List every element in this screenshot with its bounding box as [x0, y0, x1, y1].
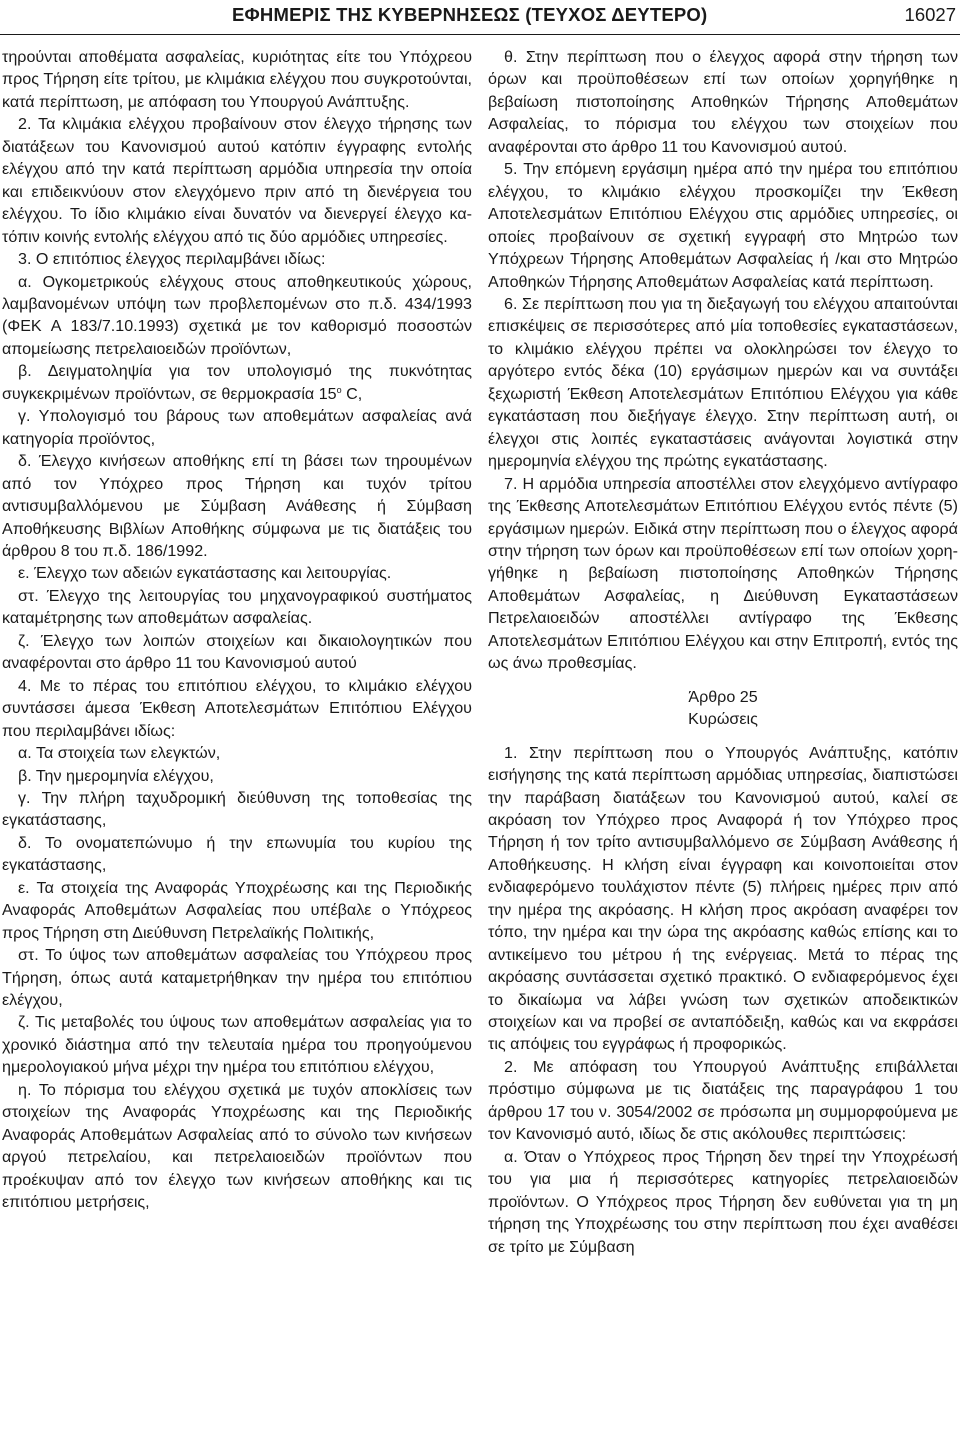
paragraph: τηρούνται αποθέματα ασφαλείας, κυριότητας είτε του Υπόχρεου προς Τήρηση είτε τρίτου, με κλιμάκια ελέγχου που συγκροτούνται, κατά περίπτωση, με απόφαση του Υπουργού Ανάπτυξης. [2, 48, 472, 111]
list-item-tail: C, [341, 384, 363, 403]
list-item: θ. Στην περίπτωση που ο έλεγχος αφορά στην τήρηση των όρων και προϋποθέσεων επί των οποίων χορηγήθηκε η βεβαίωση πιστοποίησης Αποθηκών Τήρησης Αποθεμάτων Ασφαλείας, το πόρισμα του ελέγχου των στοιχείων που αναφέρονται στο άρθρο 11 του Κανονισμού αυτού. [488, 48, 958, 156]
list-item: η. Το πόρισμα του ελέγχου σχετικά με τυχόν αποκλίσεις των στοιχείων της Αναφοράς Υποχρέωσης και της Περιοδικής Αναφοράς Αποθεμάτων Ασφαλείας από το σύνολο των κινήσεων αργού πετρελαίου, και πετρελαιοειδών προϊόντων που προέκυψαν από τον έλεγχο των κινήσεων αποθήκης και τις επιτόπιου μετρήσεις, [2, 1080, 472, 1212]
gazette-title: ΕΦΗΜΕΡΙΣ ΤΗΣ ΚΥΒΕΡΝΗΣΕΩΣ (ΤΕΥΧΟΣ ΔΕΥΤΕΡΟ) [232, 4, 708, 25]
article-paragraph-2: 2. Με απόφαση του Υπουργού Ανάπτυξης επιβάλλεται πρόστιμο σύμφωνα με τις διατάξεις της παραγράφου 1 του άρθρου 17 του ν. 3054/2002 σε πρόσωπα μη συμμορφούμενα με τον Κανονισμό αυτό, ιδίως δε στις ακόλουθες περιπτώσεις: [488, 1057, 958, 1144]
list-item: α. Όταν ο Υπόχρεος προς Τήρηση δεν τηρεί την Υποχρέωσή του για μια ή περισσότερες κατηγορίες πετρελαιοειδών προϊόντων. Ο Υπόχρεος προς Τήρηση δεν ευθύνεται για τη μη τήρηση της Υποχρέωσης του στην περίπτωση που έχει αναθέσει σε τρίτο με Σύμβαση [488, 1147, 958, 1256]
list-item: στ. Το ύψος των αποθεμάτων ασφαλείας του Υπόχρεου προς Τήρηση, όπως αυτά καταμετρήθηκαν την ημέρα του επιτόπιου ελέγχου, [2, 946, 472, 1010]
list-item: ε. Έλεγχο των αδειών εγκατάστασης και λειτουργίας. [18, 564, 392, 583]
page-header [0, 0, 960, 36]
list-item: β. Την ημερομηνία ελέγχου, [18, 766, 214, 785]
paragraph-3: 3. Ο επιτόπιος έλεγχος περιλαμβάνει ιδίως: [18, 250, 326, 269]
list-item: ε. Τα στοιχεία της Αναφοράς Υποχρέωσης και της Περιοδικής Αναφοράς Αποθεμάτων Ασφαλείας που υπέβαλε ο Υπόχρεος προς Τήρηση στη Διεύθυνση Πετρελαϊκής Πολιτικής, [2, 878, 472, 942]
list-item: α. Ογκομετρικούς ελέγχους στους αποθηκευτικούς χώρους, λαμβανομένων υπόψη των προβλεπομένων στο π.δ. 434/1993 (ΦΕΚ Α 183/7.10.1993) σχετικά με τον καθορισμό ποσοστών απομείωσης πετρελαιοειδών προϊόντων, [2, 272, 472, 358]
degree-superscript: ο [336, 384, 342, 395]
right-column [488, 46, 958, 1258]
paragraph-4: 4. Με το πέρας του επιτόπιου ελέγχου, το κλιμάκιο ελέγχου συντάσσει άμεσα Έκθεση Αποτελεσμάτων Επιτόπιου Ελέγχου που περιλαμβάνει ιδίως: [2, 676, 472, 740]
list-item: ζ. Τις μεταβολές του ύψους των αποθεμάτων ασφαλείας για το χρονικό διάστημα από την τελευταία ημέρα του προηγούμενου ημερολογιακού μήνα μέχρι την ημέρα του επιτόπιου ελέγχου, [2, 1013, 472, 1077]
list-item [2, 360, 472, 405]
list-item: α. Τα στοιχεία των ελεγκτών, [18, 744, 221, 763]
page-number: 16027 [904, 4, 956, 25]
paragraph-5: 5. Την επόμενη εργάσιμη ημέρα από την ημέρα του επιτόπιου ελέγχου, το κλιμάκιο ελέγχου προσκομίζει την Έκθεση Αποτελεσμάτων Επιτόπιου Ελέγχου στις αρμόδιες υπηρεσίες, οι οποίες προβαίνουν σε σχετική εγγραφή στο Μητρώο των Υπόχρεων Τήρησης Αποθεμάτων Ασφαλείας ή /και στο Μητρώο Αποθηκών Τήρησης Αποθεμάτων Ασφαλείας κατά περίπτωση. [488, 160, 958, 291]
article-subheading: Κυρώσεις [688, 710, 758, 729]
paragraph-7: 7. Η αρμόδια υπηρεσία αποστέλλει στον ελεγχόμενο αντίγραφο της Έκθεσης Αποτελεσμάτων Επιτόπιου Ελέγχου εντός πέντε (5) εργάσιμων ημερών. Ειδικά στην περίπτωση που ο έλεγχος αφορά στην τήρηση των όρων και προϋποθέσεων επί των οποίων χορηγήθηκε η βεβαίωση πιστοποίησης Αποθηκών Τήρησης Αποθεμάτων Ασφαλείας, η Διεύθυνση Εγκαταστάσεων Πετρελαιοειδών αποστέλλει αντίγραφο της Έκθεσης Αποτελεσμάτων Επιτόπιου Ελέγχου και στην Επιτροπή, εντός της ως άνω προθεσμίας. [488, 474, 958, 673]
list-item: στ. Έλεγχο της λειτουργίας του μηχανογραφικού συστήματος καταμέτρησης των αποθεμάτων ασφαλείας. [2, 586, 472, 628]
list-item: ζ. Έλεγχο των λοιπών στοιχείων και δικαιολογητικών που αναφέρονται στο άρθρο 11 του Κανονισμού αυτού [2, 631, 472, 673]
list-item: δ. Έλεγχο κινήσεων αποθήκης επί τη βάσει των τηρουμένων από τον Υπόχρεο προς Τήρηση και τυχόν τρίτου αντισυμβαλλόμενου με Σύμβαση Ανάθεσης ή Σύμβαση Αποθήκευσης Βιβλίων Αποθήκης σύμφωνα με τις διατάξεις του άρθρου 8 του π.δ. 186/1992. [2, 452, 472, 560]
paragraph-2: 2. Τα κλιμάκια ελέγχου προβαίνουν στον έλεγχο τήρησης των διατάξεων του Κανονισμού αυτού κατόπιν έγγραφης εντολής ελέγχου από την κατά περίπτωση αρμόδια υπηρεσία την οποία και επιδεικνύουν στον ελεγχόμενο πριν από τη διενέργεια του ελέγχου. Το ίδιο κλιμάκιο είναι δυνατόν να διενεργεί έλεγχο κατόπιν κοινής εντολής ελέγχου από τις δύο αρμόδιες υπηρεσίες. [2, 115, 472, 246]
list-item: γ. Υπολογισμό του βάρους των αποθεμάτων ασφαλείας ανά κατηγορία προϊόντος, [2, 407, 472, 448]
list-item: δ. Το ονοματεπώνυμο ή την επωνυμία του κυρίου της εγκατάστασης, [2, 833, 472, 875]
left-column [2, 46, 472, 1214]
list-item: γ. Την πλήρη ταχυδρομική διεύθυνση της τοποθεσίας της εγκατάστασης, [2, 788, 472, 830]
header-rule [0, 34, 960, 35]
paragraph-6: 6. Σε περίπτωση που για τη διεξαγωγή του ελέγχου απαιτούνται επισκέψεις σε περισσότερες από μία τοποθεσίες εγκαταστάσεων, το κλιμάκιο ελέγχου πρέπει να ολοκληρώσει τον έλεγχο το αργότερο εντός δέκα (10) εργάσιμων ημερών και να συντάξει ξεχωριστή Έκθεση Αποτελεσμάτων Επιτόπιου Ελέγχου για κάθε εγκατάσταση που διεξήγαγε έλεγχο. Στην περίπτωση αυτή, οι έλεγχοι στις λοιπές εγκαταστάσεις ανάγονται λογιστικά στην ημερομηνία ελέγχου της πρώτης εγκατάστασης. [488, 294, 958, 471]
article-paragraph-1: 1. Στην περίπτωση που ο Υπουργός Ανάπτυξης, κατόπιν εισήγησης της κατά περίπτωση αρμόδιας υπηρεσίας, διαπιστώσει την παράβαση διατάξεων του Κανονισμού αυτού, καλεί σε ακρόαση τον Υπόχρεο προς Αναφορά ή τον Υπόχρεο προς Τήρηση ή τον τρίτο αντισυμβαλλόμενο σε Σύμβαση Ανάθεσης ή Αποθήκευσης. Η κλήση είναι έγγραφη και κοινοποιείται στον ενδιαφερόμενο τουλάχιστον πέντε (5) πλήρεις ημέρες πριν από την ημέρα της ακρόασης. Η κλήση προς ακρόαση αναφέρει τον τόπο, την ημέρα και την ώρα της ακρόασης καθώς επίσης και το αντικείμενο του μέτρου ή της ενέργειας. Μετά το πέρας της ακρόασης συντάσσεται σχετικό πρακτικό. Ο ενδιαφερόμενος έχει το δικαίωμα να λάβει γνώση των σχετικών αποδεικτικών στοιχείων και να προβεί σε ανταπόδειξη, καθώς και να εκφράσει τις απόψεις του εγγράφως ή προφορικώς. [488, 743, 958, 1054]
article-heading: Άρθρο 25 [688, 687, 758, 706]
list-item-text: β. Δειγματοληψία για τον υπολογισμό της πυκνότητας συγκεκριμένων προϊόντων, σε θερμοκρασία 15 [2, 362, 472, 403]
